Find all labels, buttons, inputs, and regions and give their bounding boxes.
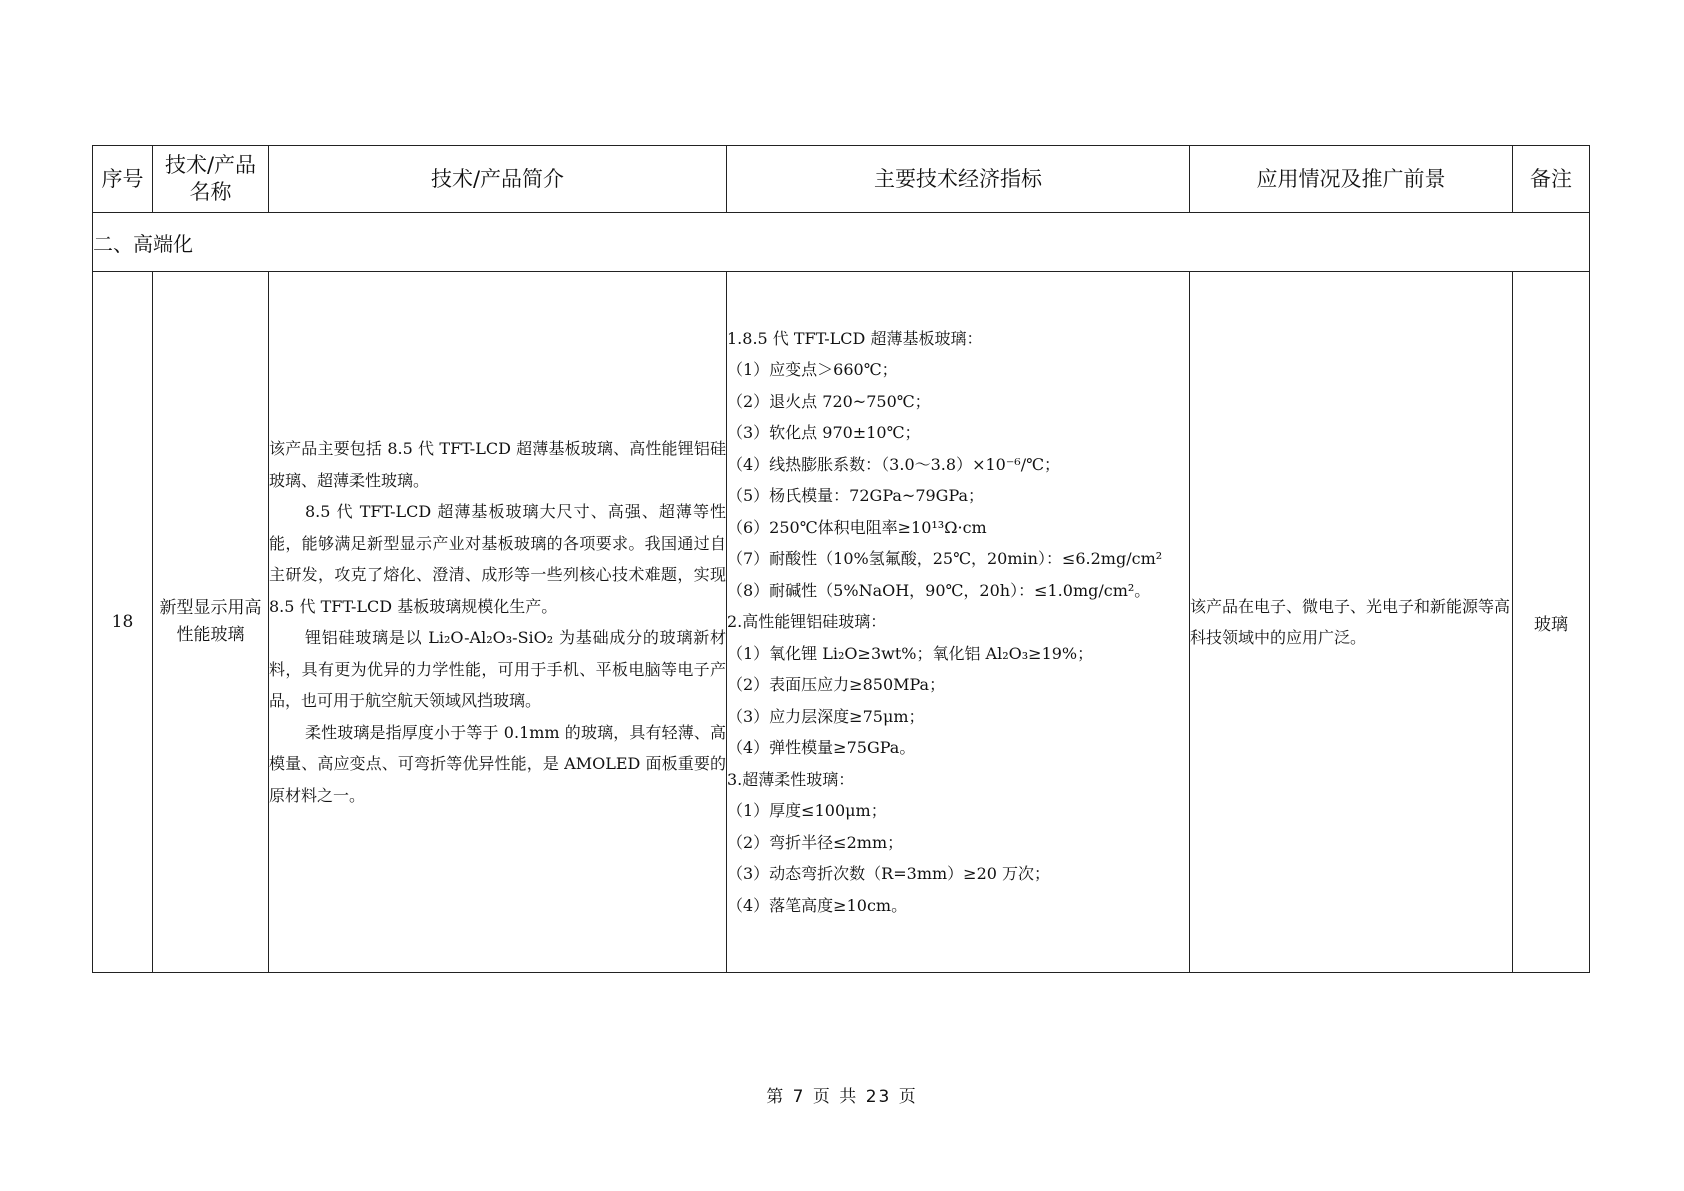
header-remark: 备注 — [1513, 146, 1590, 213]
table-row — [93, 272, 1590, 973]
indicator-line: （1）氧化锂 Li₂O≥3wt%；氧化铝 Al₂O₃≥19%； — [727, 643, 1094, 663]
row-indicators — [727, 272, 1190, 973]
intro-paragraph: 锂铝硅玻璃是以 Li₂O-Al₂O₃-SiO₂ 为基础成分的玻璃新材料，具有更为优异的力学性能，可用于手机、平板电脑等电子产品，也可用于航空航天领域风挡玻璃。 — [269, 628, 726, 710]
indicator-line: （6）250℃体积电阻率≥10¹³Ω·cm — [727, 517, 987, 537]
indicator-line: （3）应力层深度≥75μm； — [727, 706, 925, 726]
indicator-line: （5）杨氏模量：72GPa~79GPa； — [727, 486, 985, 506]
header-product-name-line1: 技术/产品 — [164, 153, 257, 177]
intro-paragraph: 8.5 代 TFT-LCD 超薄基板玻璃大尺寸、高强、超薄等性能，能够满足新型显示产业对基板玻璃的各项要求。我国通过自主研发，攻克了熔化、澄清、成形等一些列核心技术难题，实现 8.5 代 TFT-LCD 基板玻璃规模化生产。 — [269, 502, 726, 616]
indicator-line: （7）耐酸性（10%氢氟酸，25℃，20min）：≤6.2mg/cm² — [727, 549, 1163, 569]
header-product-name — [153, 146, 269, 213]
indicator-line: （1）厚度≤100μm； — [727, 801, 887, 821]
indicator-line: （2）退火点 720~750℃； — [727, 391, 931, 411]
section-row — [93, 213, 1590, 272]
indicator-line: （8）耐碱性（5%NaOH，90℃，20h）：≤1.0mg/cm²。 — [727, 580, 1151, 600]
indicator-line: （3）动态弯折次数（R=3mm）≥20 万次； — [727, 864, 1051, 884]
indicator-line: （2）表面压应力≥850MPa； — [727, 675, 946, 695]
row-remark: 玻璃 — [1513, 272, 1590, 973]
header-product-name-line2: 名称 — [189, 180, 232, 204]
indicator-line: 2.高性能锂铝硅玻璃： — [727, 612, 887, 632]
header-application: 应用情况及推广前景 — [1190, 146, 1513, 213]
section-title: 二、高端化 — [93, 213, 1590, 272]
indicator-line: （4）落笔高度≥10cm。 — [727, 895, 908, 915]
technology-table — [92, 145, 1590, 973]
indicator-line: 1.8.5 代 TFT-LCD 超薄基板玻璃： — [727, 328, 983, 348]
header-row — [93, 146, 1590, 213]
intro-paragraph: 该产品主要包括 8.5 代 TFT-LCD 超薄基板玻璃、高性能锂铝硅玻璃、超薄柔性玻璃。 — [269, 439, 726, 490]
indicator-line: （1）应变点＞660℃； — [727, 360, 898, 380]
intro-paragraph: 柔性玻璃是指厚度小于等于 0.1mm 的玻璃，具有轻薄、高模量、高应变点、可弯折等优异性能，是 AMOLED 面板重要的原材料之一。 — [269, 722, 726, 805]
header-introduction: 技术/产品简介 — [269, 146, 727, 213]
header-serial-number: 序号 — [93, 146, 153, 213]
page-footer: 第 7 页 共 23 页 — [766, 1087, 918, 1107]
row-number: 18 — [93, 272, 153, 973]
indicator-line: （4）线热膨胀系数：（3.0～3.8）×10⁻⁶/℃； — [727, 454, 1060, 474]
indicator-line: （4）弹性模量≥75GPa。 — [727, 738, 916, 758]
header-indicators: 主要技术经济指标 — [727, 146, 1190, 213]
row-application: 该产品在电子、微电子、光电子和新能源等高科技领域中的应用广泛。 — [1190, 272, 1513, 973]
row-product-name: 新型显示用高性能玻璃 — [153, 272, 269, 973]
row-introduction — [269, 272, 727, 973]
indicator-line: （3）软化点 970±10℃； — [727, 423, 921, 443]
indicator-line: （2）弯折半径≤2mm； — [727, 832, 904, 852]
indicator-line: 3.超薄柔性玻璃： — [727, 769, 855, 789]
